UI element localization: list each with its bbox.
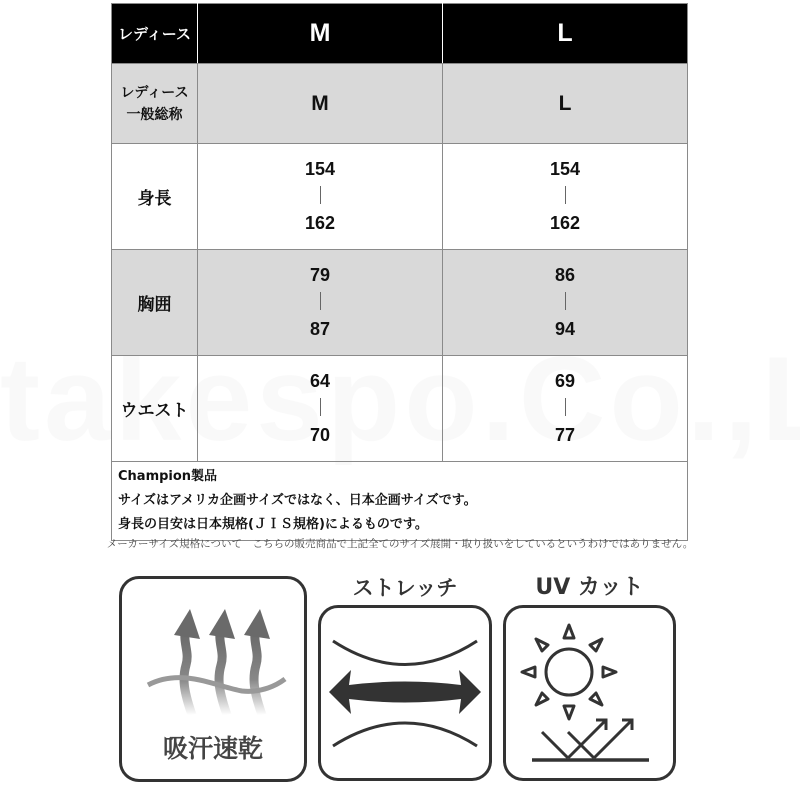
note-line: サイズはアメリカ企画サイズではなく、日本企画サイズです。 [118, 493, 477, 508]
range-max: 162 [304, 213, 336, 233]
feature-stretch [318, 605, 492, 781]
general-size-l: L [443, 64, 688, 144]
general-size-row [112, 64, 688, 144]
range-max: 87 [309, 319, 331, 339]
range-cell [443, 250, 688, 356]
row-label: ウエスト [112, 356, 198, 462]
feature-label: 吸汗速乾 [162, 734, 263, 763]
feature-quick-dry [119, 576, 307, 782]
sweat-absorb-quick-dry-icon [122, 587, 304, 727]
height-row [112, 144, 688, 250]
range-separator [320, 186, 321, 204]
general-label-line1: レディース [120, 84, 189, 101]
range-max: 94 [554, 319, 576, 339]
header-label: レディース [112, 4, 198, 64]
size-l-header: L [443, 4, 688, 64]
range-min: 69 [554, 371, 576, 391]
general-size-m: M [198, 64, 443, 144]
range-min: 86 [554, 265, 576, 285]
range-max: 77 [554, 425, 576, 445]
range-min: 154 [549, 159, 581, 179]
range-separator [320, 398, 321, 416]
range-cell [443, 144, 688, 250]
range-separator [565, 186, 566, 204]
size-m-header: M [198, 4, 443, 64]
range-min: 64 [309, 371, 331, 391]
range-max: 70 [309, 425, 331, 445]
feature-label: ストレッチ [352, 576, 458, 600]
range-separator [320, 292, 321, 310]
chest-row [112, 250, 688, 356]
notes-row [112, 462, 688, 541]
range-min: 79 [309, 265, 331, 285]
header-row [112, 4, 688, 64]
range-cell [443, 356, 688, 462]
waist-row [112, 356, 688, 462]
note-line: 身長の目安は日本規格(ＪＩＳ規格)によるものです。 [118, 517, 428, 532]
range-cell [198, 144, 443, 250]
general-size-label [112, 64, 198, 144]
feature-label: UV カット [535, 575, 644, 600]
row-label: 胸囲 [112, 250, 198, 356]
note-line: Champion製品 [118, 469, 218, 484]
uv-cut-icon [506, 608, 673, 778]
range-separator [565, 398, 566, 416]
notes-cell [112, 462, 688, 541]
disclaimer-text: メーカーサイズ規格について こちらの販売商品で上記全てのサイズ展開・取り扱いをしているというわけではありません。 [106, 538, 694, 550]
range-cell [198, 356, 443, 462]
range-separator [565, 292, 566, 310]
row-label: 身長 [112, 144, 198, 250]
general-label-line2: 一般総称 [126, 106, 183, 123]
range-cell [198, 250, 443, 356]
range-max: 162 [549, 213, 581, 233]
range-min: 154 [304, 159, 336, 179]
size-chart-table [111, 3, 688, 541]
feature-uv-cut [503, 605, 676, 781]
stretch-icon [321, 608, 489, 778]
